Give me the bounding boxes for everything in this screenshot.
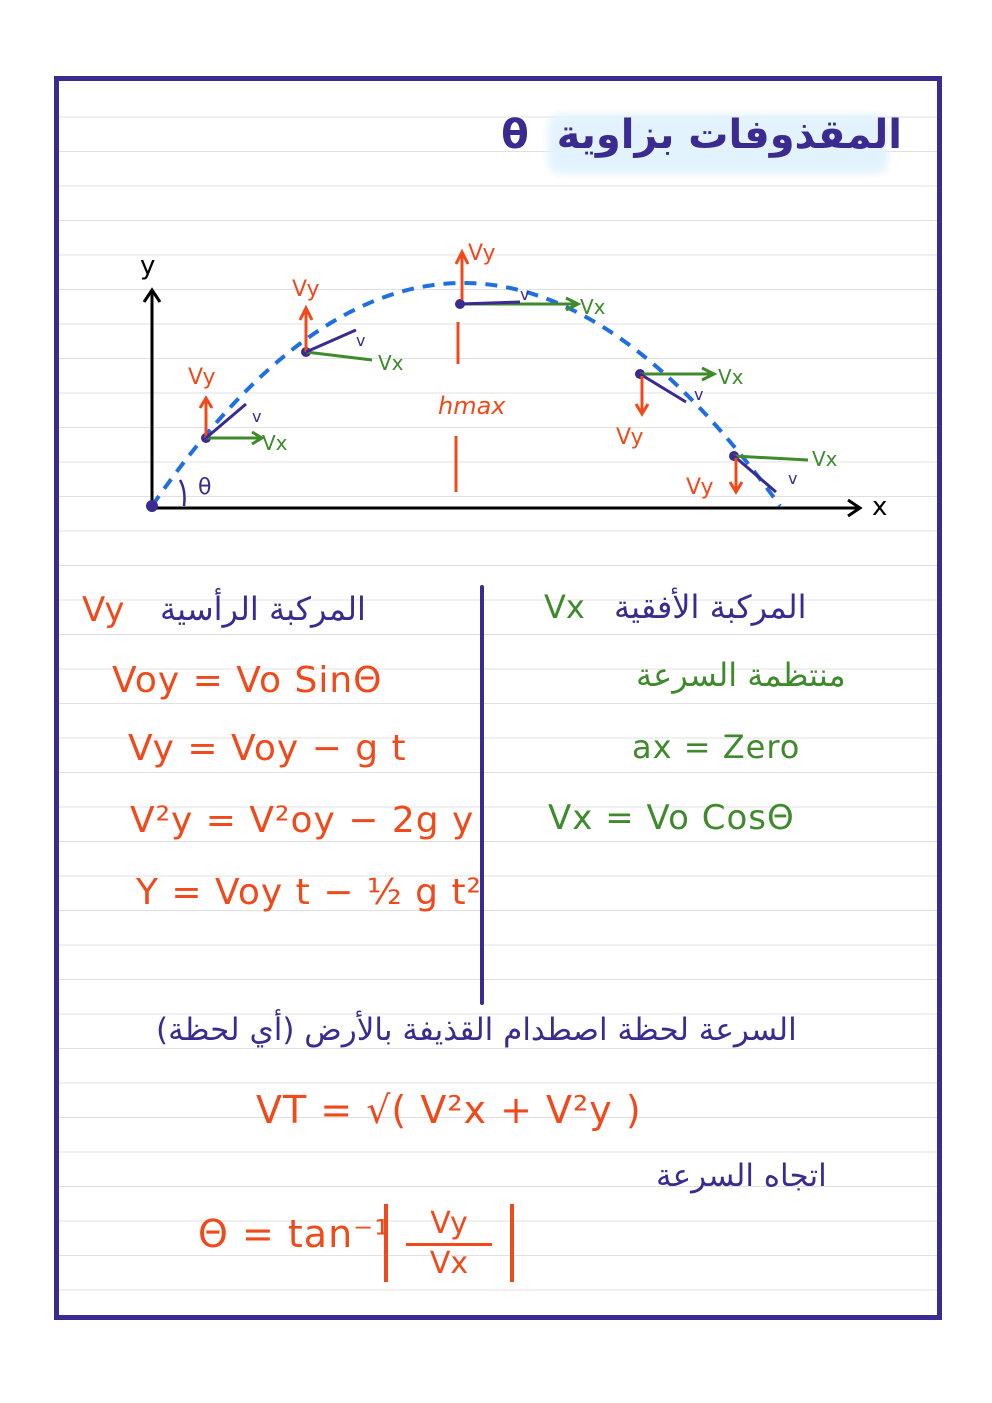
hmax-label: hmax [438,392,506,420]
top-vy-label: Vy [468,241,496,266]
impact-heading: السرعة لحظة اصطدام القذيفة بالأرض (أي لحظة) [156,1012,797,1048]
top-v-label: v [520,285,530,304]
projectile-diagram [100,230,888,530]
p4-vy-label: Vy [616,425,644,450]
p2-v-label: v [356,331,366,350]
p2-vx-label: Vx [378,351,404,375]
top-v-arrow [460,302,520,304]
theta-fraction-numerator: Vy [430,1206,468,1241]
direction-heading: اتجاه السرعة [656,1158,827,1194]
theta-fraction-denominator: Vx [429,1246,469,1281]
p4-vx-label: Vx [718,365,744,389]
horizontal-heading: المركبة الأفقية [614,588,807,626]
p4-v-label: v [694,385,704,404]
top-vx-label: Vx [580,295,606,319]
launch-point [146,500,158,512]
p5-v-label: v [788,469,798,488]
p4-v-arrow [640,374,686,402]
p1-v-arrow [206,404,246,438]
angle-label: θ [198,475,212,500]
p5-vy-label: Vy [686,475,714,500]
p5-vx-label: Vx [812,447,838,471]
impact-vt-equation: VT = √( V²x + V²y ) [256,1088,642,1132]
p1-vx-label: Vx [262,431,288,455]
horizontal-uniform-velocity: منتظمة السرعة [636,656,846,694]
x-axis-label: x [872,492,888,522]
horizontal-eq-ax: ax = Zero [632,728,801,766]
vertical-symbol: Vy [82,590,125,630]
vertical-eq-y: Y = Voy t − ½ g t² [136,872,482,913]
column-divider [480,585,484,1005]
vertical-eq-voy: Voy = Vo SinΘ [112,660,383,701]
p1-v-label: v [252,407,262,426]
p2-vy-label: Vy [292,277,320,302]
title-theta-symbol: θ [501,112,529,158]
p1-vy-label: Vy [188,365,216,390]
page-title [501,112,902,158]
y-axis-label: y [140,251,156,281]
p2-vx-arrow [306,352,372,360]
theta-fraction [384,1204,514,1282]
vertical-eq-vy: Vy = Voy − g t [128,728,407,769]
vertical-heading: المركبة الرأسية [160,590,366,628]
angle-arc [180,480,185,506]
title-text: المقذوفات بزاوية [556,112,902,158]
vertical-eq-vy-squared: V²y = V²oy − 2g y [130,800,475,841]
horizontal-symbol: Vx [544,588,585,626]
theta-equation-left: Θ = tan⁻¹ [198,1212,391,1256]
horizontal-eq-vx: Vx = Vo CosΘ [548,798,795,838]
